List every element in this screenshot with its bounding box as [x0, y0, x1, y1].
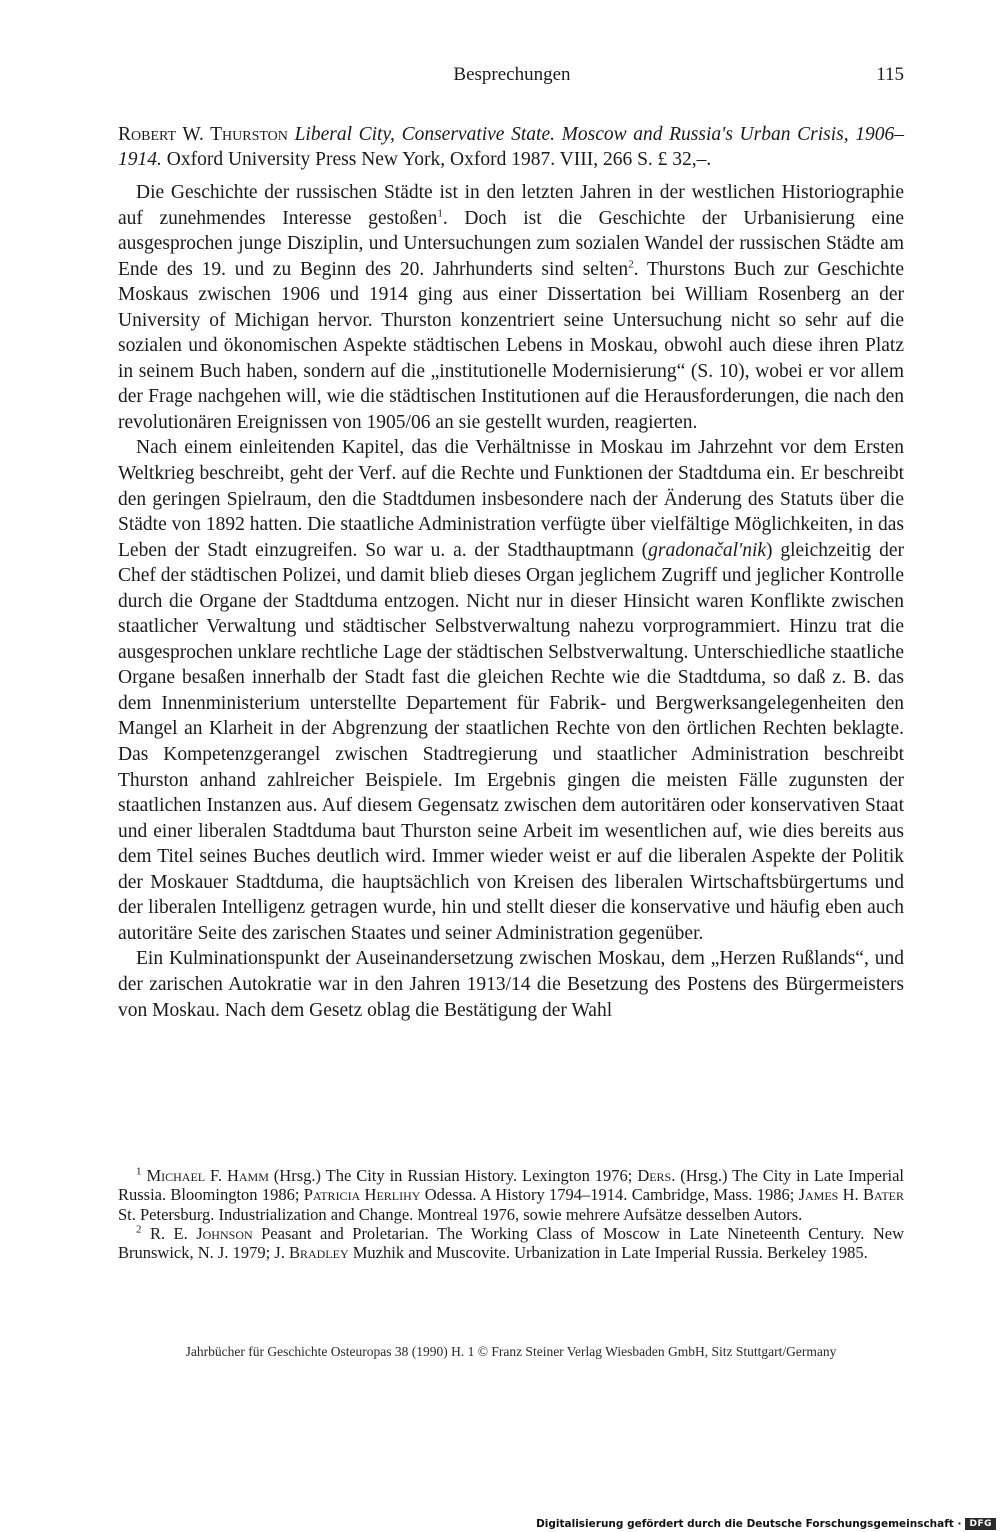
- footnote-2: [118, 1224, 904, 1263]
- page-header: [120, 64, 904, 94]
- footnote-2-number: 2: [136, 1223, 142, 1236]
- digitization-banner: [536, 1518, 996, 1530]
- journal-footer: Jahrbücher für Geschichte Osteuropas 38 (1990) H. 1 © Franz Steiner Verlag Wiesbaden GmbH, Sitz Stuttgart/Germany: [185, 1344, 837, 1359]
- footnote-1-author-2: Ders.: [637, 1166, 676, 1185]
- page-number: 115: [876, 64, 904, 85]
- footnote-2-author-1: R. E. Johnson: [149, 1223, 253, 1243]
- footnotes: [118, 1166, 904, 1262]
- footnote-1-author-4: James H. Bater: [798, 1185, 904, 1205]
- footnote-1-text-1: (Hrsg.) The City in Russian History. Lexington 1976;: [268, 1166, 638, 1185]
- footnote-2-text-2: Muzhik and Muscovite. Urbanization in Late Imperial Russia. Berkeley 1985.: [348, 1243, 868, 1263]
- paragraph-1: [118, 180, 904, 435]
- running-head: Besprechungen: [453, 64, 571, 85]
- footnote-1-text-4: St. Petersburg. Industrialization and Change. Montreal 1976, sowie mehrere Aufsätze desselben Autors.: [118, 1204, 803, 1224]
- paragraph-2-term: gradonačal'nik: [648, 539, 767, 561]
- footnote-ref-1: 1: [437, 207, 443, 220]
- footnote-2-text-1: Peasant and Proletarian. The Working Class of Moscow in Late Nineteenth Century. New Brunswick, N. J. 1979; J.: [118, 1223, 905, 1263]
- paragraph-2: [118, 435, 904, 946]
- footnote-1-number: 1: [136, 1165, 142, 1178]
- footnote-1-author-3: Patricia Herlihy: [303, 1185, 421, 1205]
- dfg-logo: DFG: [965, 1518, 996, 1530]
- review-book-title: Liberal City, Conservative State. Moscow and Russia's Urban Crisis, 1906–1914.: [118, 124, 905, 170]
- paragraph-1-text-b: . Doch ist die Geschichte der Urbanisierung eine ausgesprochen junge Disziplin, und Untersuchungen zum sozialen Wandel der russischen Städte am Ende des 19. und zu Beginn des 20. Jahrhunderts sind selten: [118, 207, 904, 280]
- paragraph-2-text-b: ) gleichzeitig der Chef der städtischen Polizei, und damit blieb dieses Organ jeglichem Zugriff und jeglicher Kontrolle durch die Organe der Stadtduma entzogen. Nicht nur in dieser Hinsicht waren Konflikte zwischen staatlicher Verwaltung und städtischer Selbstverwaltung nahezu vorprogrammiert. Hinzu trat die ausgesprochen unklare rechtliche Lage der städtischen Selbstverwaltung. Unterschiedliche staatliche Organe besaßen innerhalb der Stadt fast die gleichen Rechte wie die Stadtduma, so daß z. B. das dem Innenministerium unterstellte Departement für Fabrik- und Bergwerksangelegenheiten den Mangel an Klarheit in der Abgrenzung der staatlichen Rechte von den örtlichen Rechten beklagte. Das Kompetenzgerangel zwischen Stadtregierung und staatlicher Administration beschreibt Thurston anhand zahlreicher Beispiele. Im Ergebnis gingen die meisten Fälle zugunsten der staatlichen Instanzen aus. Auf diesem Gegensatz zwischen dem autoritären oder konservativen Staat und einer liberalen Stadtduma baut Thurston seine Arbeit im wesentlichen auf, wie dies bereits aus dem Titel seines Buches deutlich wird. Immer wieder weist er auf die liberalen Aspekte der Politik der Moskauer Stadtduma, die hauptsächlich von Kreisen des liberalen Wirtschaftsbürgertums und der liberalen Intelligenz getragen wurde, hin und stellt dieser die konservative und häufig eben auch autoritäre Seite des zarischen Staates und seiner Administration gegenüber.: [118, 539, 904, 944]
- paragraph-1-text-c: . Thurstons Buch zur Geschichte Moskaus zwischen 1906 und 1914 ging aus einer Dissertation bei William Rosenberg an der University of Michigan hervor. Thurston konzentriert seine Untersuchung nicht so sehr auf die sozialen und ökonomischen Aspekte städtischen Lebens in Moskau, obwohl auch diese ihren Platz in seinem Buch haben, sondern auf die „institutionelle Modernisierung“ (S. 10), wobei er vor allem der Frage nachgehen will, wie die städtischen Institutionen auf die Herausforderungen, die nach den revolutionären Ereignissen von 1905/06 an sie gestellt wurden, reagierten.: [118, 258, 904, 433]
- footnote-1-text-2: (Hrsg.) The City in Late Imperial Russia. Bloomington 1986;: [118, 1166, 904, 1205]
- digitization-notice: Digitalisierung gefördert durch die Deutsche Forschungsgemeinschaft ·: [536, 1518, 962, 1530]
- paragraph-3: Ein Kulminationspunkt der Auseinandersetzung zwischen Moskau, dem „Herzen Rußlands“, und der zarischen Autokratie war in den Jahren 1913/14 die Besetzung des Postens des Bürgermeisters von Moskau. Nach dem Gesetz oblag die Bestätigung der Wahl: [118, 948, 904, 1021]
- footnote-1-author-1: Michael F. Hamm: [146, 1166, 269, 1185]
- footnote-2-author-2: Bradley: [288, 1243, 349, 1263]
- paragraph-1-text-a: Die Geschichte der russischen Städte ist in den letzten Jahren in der westlichen Historiographie auf zunehmendes Interesse gestoßen: [118, 182, 904, 229]
- review-citation: [118, 122, 904, 172]
- footnote-1: [118, 1166, 904, 1224]
- review-body: [118, 180, 904, 1023]
- review-author: Robert W. Thurston: [118, 124, 288, 145]
- review-publication-info: Oxford University Press New York, Oxford 1987. VIII, 266 S. £ 32,–.: [166, 149, 712, 170]
- footnote-1-text-3: Odessa. A History 1794–1914. Cambridge, Mass. 1986;: [420, 1185, 799, 1205]
- footnote-ref-2: 2: [628, 258, 634, 271]
- paragraph-2-text-a: Nach einem einleitenden Kapitel, das die Verhältnisse in Moskau im Jahrzehnt vor dem Ersten Weltkrieg beschreibt, geht der Verf. auf die Rechte und Funktionen der Stadtduma ein. Er beschreibt den geringen Spielraum, den die Stadtdumen insbesondere nach der Änderung des Statuts über die Städte von 1892 hatten. Die staatliche Administration verfügte über vielfältige Möglichkeiten, in das Leben der Stadt einzugreifen. So war u. a. der Stadthauptmann (: [118, 437, 904, 561]
